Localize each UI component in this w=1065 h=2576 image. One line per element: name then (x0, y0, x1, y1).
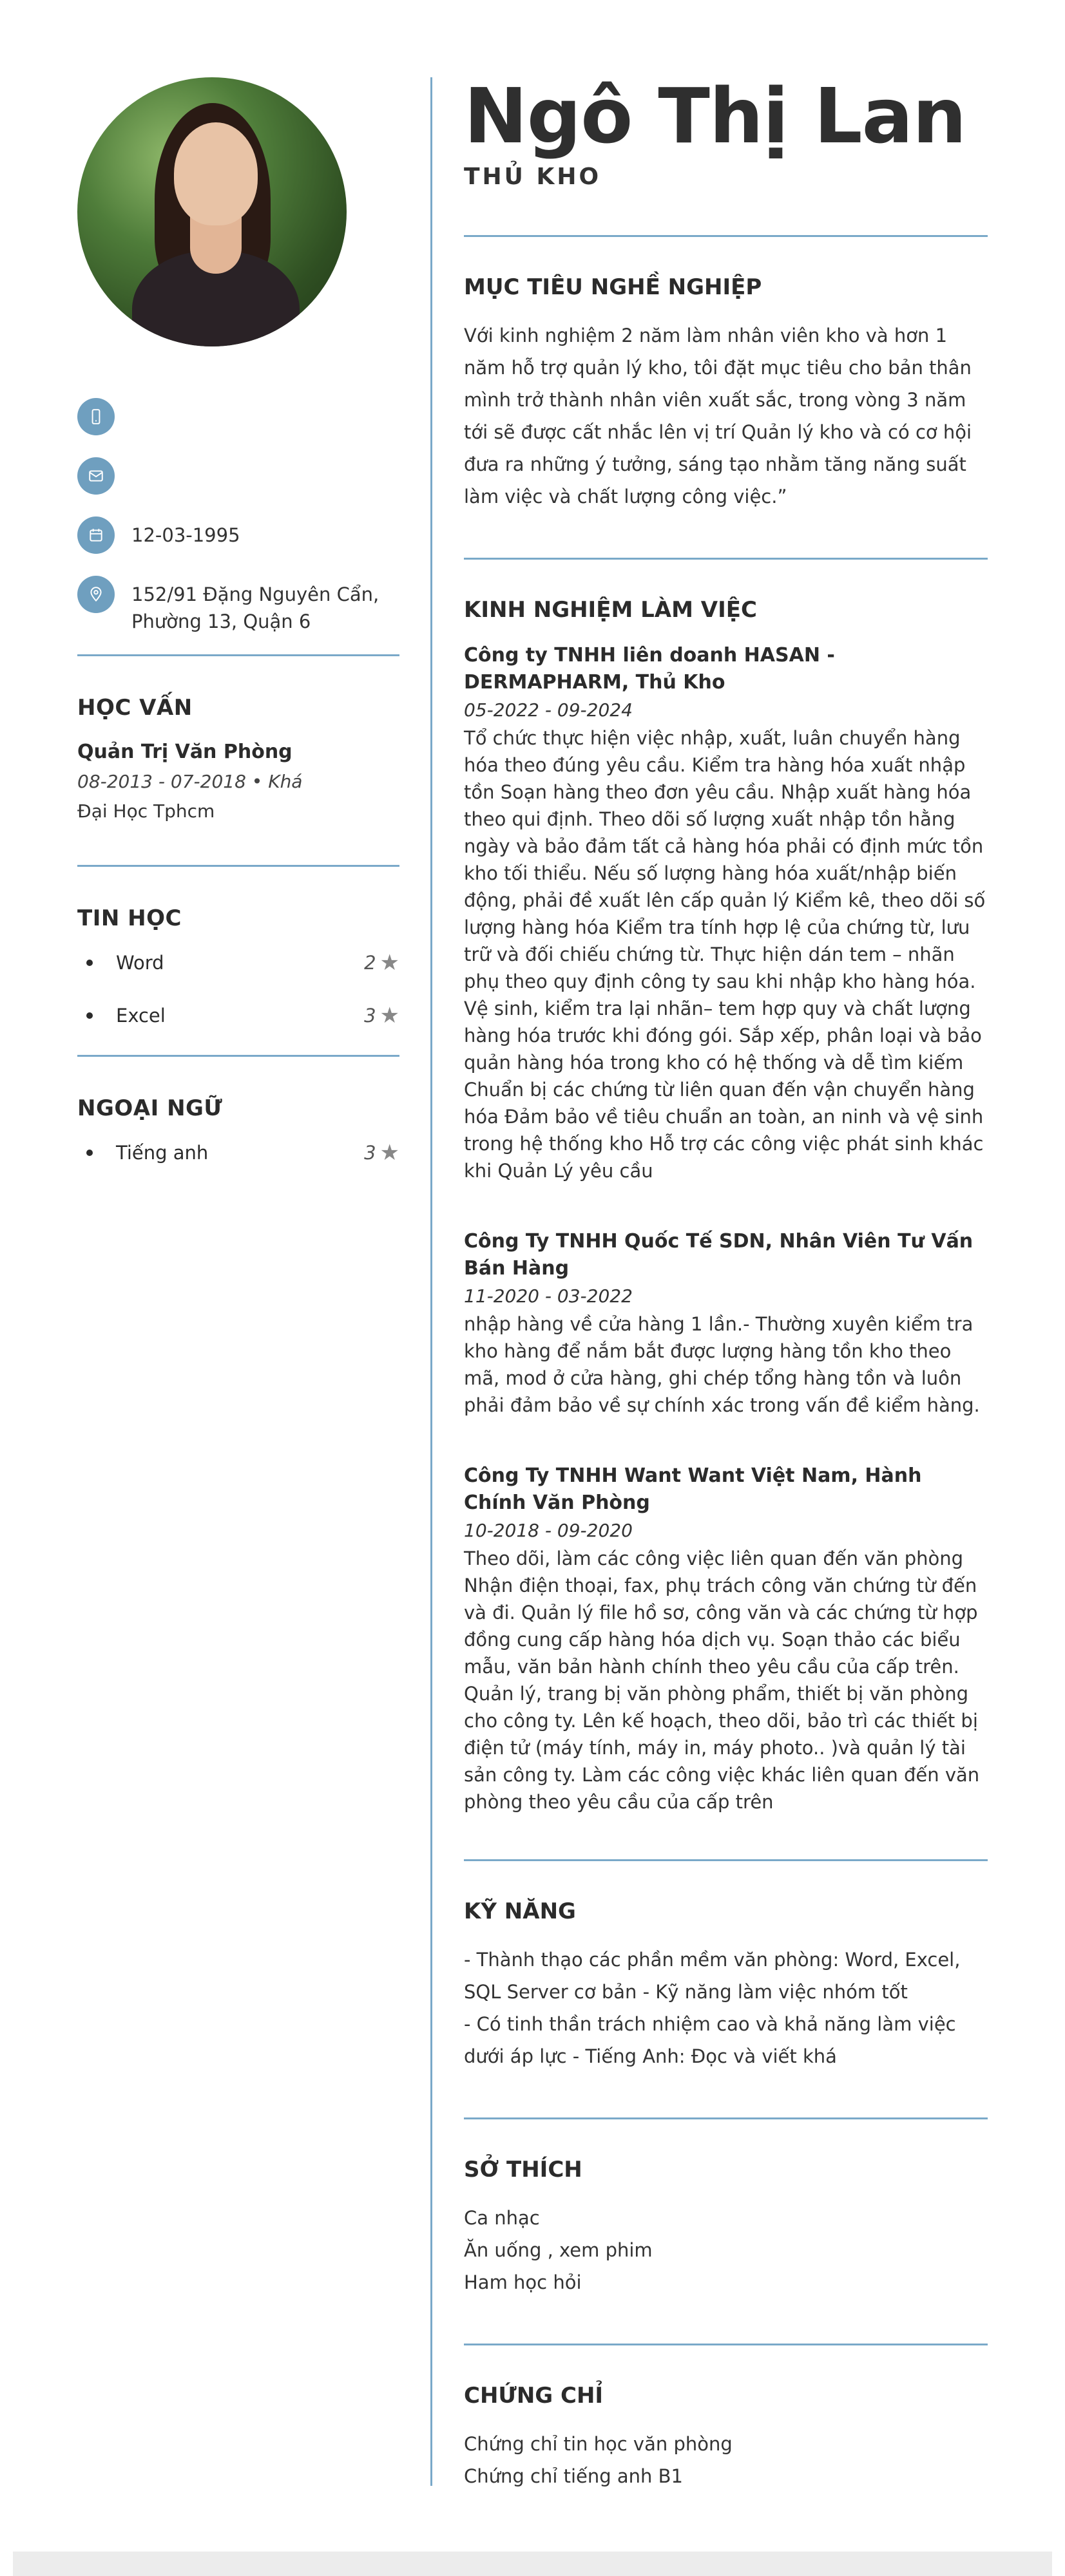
education-title: HỌC VẤN (77, 695, 193, 721)
contact-address (77, 576, 399, 635)
languages-section (77, 1095, 399, 1179)
experience-item (464, 1228, 988, 1419)
star-icon: ★ (379, 950, 399, 976)
skill-rating: 3 ★ (364, 1003, 399, 1028)
hobbies-title: SỞ THÍCH (464, 2157, 582, 2183)
phone-icon (77, 398, 115, 435)
skills-text: - Thành thạo các phần mềm văn phòng: Word, Excel, SQL Server cơ bản - Kỹ năng làm việc nhóm tốt - Có tinh thần trách nhiệm cao và khả năng làm việc dưới áp lực - Tiếng Anh: Đọc và viết khá (464, 1949, 961, 2067)
language-name: Tiếng anh (116, 1142, 209, 1164)
certificates-title: CHỨNG CHỈ (464, 2383, 604, 2409)
hobby-item: Ăn uống , xem phim (464, 2239, 653, 2261)
left-divider (77, 1055, 399, 1057)
language-rating: 3 ★ (364, 1140, 399, 1166)
experience-description: Theo dõi, làm các công việc liên quan đến văn phòng Nhận điện thoại, fax, phụ trách công văn chứng từ đến và đi. Quản lý file hồ sơ, công văn và các chứng từ hợp đồng cung cấp hàng hóa dịch vụ. Soạn thảo các biểu mẫu, văn bản hành chính theo yêu cầu của cấp trên. Quản lý, trang bị văn phòng phẩm, thiết bị văn phòng cho công ty. Lên kế hoạch, theo dõi, bảo trì các thiết bị điện tử (máy tính, máy in, máy photo.. )và quản lý tài sản công ty. Làm các công việc khác liên quan đến văn phòng theo yêu cầu của cấp trên (464, 1548, 980, 1813)
star-icon: ★ (379, 1003, 399, 1028)
job-title: THỦ KHO (464, 164, 602, 190)
experience-heading: Công Ty TNHH Want Want Việt Nam, Hành Chính Văn Phòng (464, 1464, 922, 1514)
list-item (77, 1126, 399, 1179)
certificate-item: Chứng chỉ tin học văn phòng (464, 2433, 733, 2455)
experience-heading: Công Ty TNHH Quốc Tế SDN, Nhân Viên Tư Vấn Bán Hàng (464, 1230, 974, 1280)
bullet-icon (86, 960, 93, 966)
section-divider (464, 235, 988, 237)
calendar-icon (77, 516, 115, 554)
avatar (77, 77, 347, 346)
experience-description: nhập hàng về cửa hàng 1 lần.- Thường xuyên kiểm tra kho hàng để nắm bắt được lượng hàng tồn kho theo mã, mod ở cửa hàng, ghi chép tổng hàng tồn và luôn phải đảm bảo về sự chính xác trong vấn đề kiểm hàng. (464, 1313, 980, 1416)
section-divider (464, 558, 988, 560)
education-school: Đại Học Tphcm (77, 800, 215, 822)
experience-title: KINH NGHIỆM LÀM VIỆC (464, 597, 757, 623)
computer-skills-title: TIN HỌC (77, 905, 182, 931)
experience-item (464, 1463, 988, 1815)
hobby-item: Ham học hỏi (464, 2271, 582, 2293)
experience-section (464, 597, 988, 1815)
list-item (77, 989, 399, 1042)
skill-name: Excel (116, 1005, 166, 1027)
languages-list (77, 1126, 399, 1179)
star-icon: ★ (379, 1140, 399, 1166)
contact-list (77, 398, 399, 635)
candidate-name: Ngô Thị Lan (464, 71, 966, 160)
bullet-icon (86, 1012, 93, 1019)
page-footer-strip (13, 2552, 1052, 2576)
computer-skills-list (77, 936, 399, 1042)
skill-name: Word (116, 952, 164, 974)
right-column (464, 71, 988, 2492)
experience-period: 05-2022 - 09-2024 (464, 699, 633, 721)
certificate-item: Chứng chỉ tiếng anh B1 (464, 2465, 683, 2487)
education-period: 08-2013 - 07-2018 • Khá (77, 771, 303, 792)
certificates-section (464, 2383, 988, 2492)
objective-section (464, 274, 988, 513)
objective-title: MỤC TIÊU NGHỀ NGHIỆP (464, 274, 762, 300)
contact-birthday (77, 516, 399, 556)
column-divider (430, 77, 432, 2486)
contact-phone (77, 398, 399, 438)
location-pin-icon (77, 576, 115, 613)
experience-period: 10-2018 - 09-2020 (464, 1520, 633, 1541)
objective-text: Với kinh nghiệm 2 năm làm nhân viên kho và hơn 1 năm hỗ trợ quản lý kho, tôi đặt mục tiêu cho bản thân mình trở thành nhân viên xuất sắc, trong vòng 3 năm tới sẽ được cất nhắc lên vị trí Quản lý kho và có cơ hội đưa ra những ý tưởng, sáng tạo nhằm tăng năng suất làm việc và chất lượng công việc.” (464, 325, 972, 507)
avatar-face (174, 122, 258, 225)
education-section (77, 695, 399, 826)
bullet-icon (86, 1150, 93, 1156)
left-divider (77, 865, 399, 867)
section-divider (464, 2344, 988, 2345)
hobby-item: Ca nhạc (464, 2207, 540, 2229)
left-divider (77, 654, 399, 656)
skills-title: KỸ NĂNG (464, 1899, 576, 1924)
experience-description: Tổ chức thực hiện việc nhập, xuất, luân chuyển hàng hóa theo đúng yêu cầu. Kiểm tra hàng hóa xuất nhập tồn Soạn hàng theo đơn yêu cầu. Nhập xuất hàng hóa theo qui định. Theo dõi số lượng xuất nhập tồn hằng ngày và bảo đảm tất cả hàng hóa phải có định mức tồn kho tối thiểu. Nếu số lượng hàng hóa xuất/nhập biến động, phải đề xuất lên cấp quản lý Kiểm kê, theo dõi số lượng hàng hóa Kiểm tra tính hợp lệ của chứng từ, lưu trữ và đối chiếu chứng từ. Thực hiện dán tem – nhãn phụ theo quy định công ty sau khi nhập kho hàng hóa. Vệ sinh, kiểm tra lại nhãn– tem hợp quy và chất lượng hàng hóa trước khi đóng gói. Sắp xếp, phân loại và bảo quản hàng hóa trong kho có hệ thống và dễ tìm kiếm Chuẩn bị các chứng từ liên quan đến vận chuyển hàng hóa Đảm bảo về tiêu chuẩn an toàn, an ninh và vệ sinh trong hệ thống kho Hỗ trợ các công việc phát sinh khác khi Quản Lý yêu cầu (464, 727, 986, 1182)
experience-heading: Công ty TNHH liên doanh HASAN - DERMAPHARM, Thủ Kho (464, 644, 835, 694)
computer-skills-section (77, 905, 399, 1042)
languages-title: NGOẠI NGỮ (77, 1095, 223, 1121)
email-icon (77, 457, 115, 495)
section-divider (464, 1859, 988, 1861)
skill-rating: 2 ★ (364, 950, 399, 976)
left-column (77, 77, 399, 1179)
hobbies-section (464, 2157, 988, 2298)
contact-email (77, 457, 399, 497)
experience-period: 11-2020 - 03-2022 (464, 1285, 633, 1307)
education-major: Quản Trị Văn Phòng (77, 741, 293, 763)
address-value: 152/91 Đặng Nguyên Cẩn, Phường 13, Quận 6 (131, 583, 379, 632)
skills-section (464, 1899, 988, 2072)
section-divider (464, 2117, 988, 2119)
list-item (77, 936, 399, 989)
experience-item (464, 642, 988, 1184)
birthday-value: 12-03-1995 (131, 524, 240, 546)
